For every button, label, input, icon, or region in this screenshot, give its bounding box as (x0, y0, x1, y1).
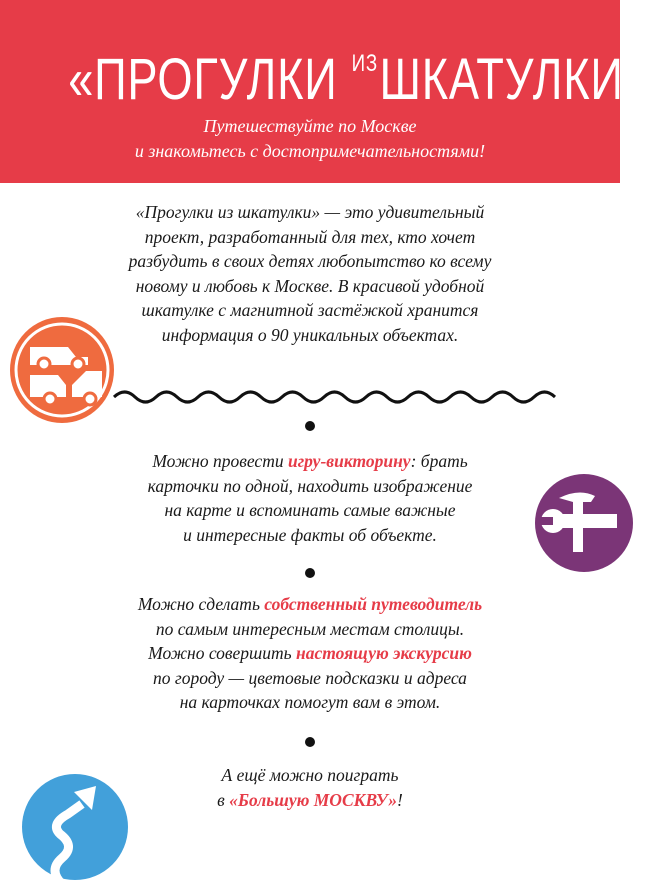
text-line: на карте и вспоминать самые важные (164, 500, 456, 520)
text-line: карточки по одной, находить изображение (147, 475, 473, 496)
highlight-game: «Большую МОСКВУ» (229, 789, 398, 810)
text-line (60, 641, 560, 666)
text: в (217, 789, 230, 810)
text-line: шкатулке с магнитной застёжкой хранится (141, 300, 479, 320)
wavy-divider (114, 383, 554, 409)
text-line: на карточках помогут вам в этом. (179, 692, 441, 712)
text-line: разбудить в своих детях любопытство ко всему (128, 251, 492, 271)
bullet-dot (305, 421, 315, 431)
guide-paragraph (60, 592, 560, 715)
highlight-guide: собственный путеводитель (264, 594, 483, 614)
header-banner (0, 0, 650, 183)
text: : брать (410, 451, 468, 471)
text: Можно сделать (137, 594, 265, 614)
text: Можно совершить (148, 643, 296, 663)
text-line (60, 788, 560, 813)
text-line: информация о 90 уникальных объектах. (161, 324, 459, 345)
text-line: по городу — цветовые подсказки и адреса (153, 667, 467, 688)
text-line (60, 449, 560, 474)
highlight-quiz: игру-викторину (287, 451, 411, 471)
subtitle-line: Путешествуйте по Москве (203, 116, 417, 136)
text-line: проект, разработанный для тех, кто хочет (144, 226, 476, 247)
text-line: «Прогулки из шкатулки» — это удивительный (135, 202, 485, 222)
highlight-excursion: настоящую экскурсию (296, 643, 472, 663)
intro-paragraph (60, 200, 560, 347)
game-paragraph (60, 763, 560, 812)
text-line: по самым интересным местам столицы. (155, 618, 465, 639)
subtitle-line: и знакомьтесь с достопримечательностями! (134, 141, 486, 161)
cars-icon (10, 317, 114, 423)
page-title (68, 32, 650, 112)
title-part: ИЗ (351, 50, 378, 77)
text-line (60, 592, 560, 617)
text-line: и интересные факты об объекте. (183, 524, 437, 545)
title-part: «ПРОГУЛКИ (68, 47, 338, 112)
text-line: А ещё можно поиграть (221, 765, 399, 785)
bullet-dot (305, 568, 315, 578)
text: Можно провести (152, 451, 288, 471)
text: ! (397, 789, 403, 810)
bullet-dot (305, 737, 315, 747)
text-line: новому и любовь к Москве. В красивой удобной (135, 275, 485, 296)
winding-road-icon (22, 774, 128, 880)
tools-icon (535, 474, 633, 572)
title-part: ШКАТУЛКИ» (379, 47, 650, 112)
quiz-paragraph (60, 449, 560, 547)
